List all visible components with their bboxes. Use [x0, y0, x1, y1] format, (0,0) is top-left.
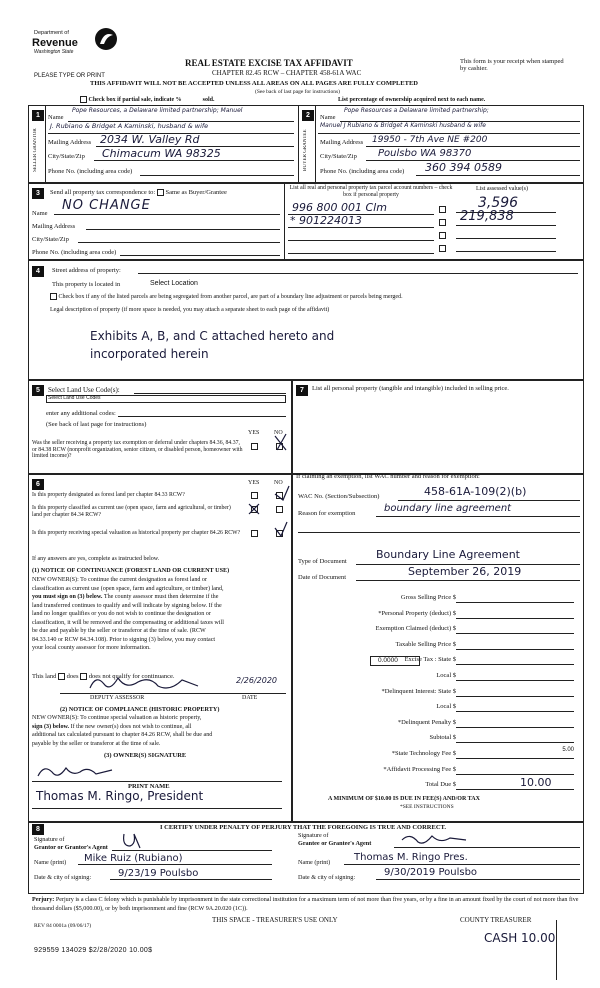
dept-small: Department of: [34, 30, 69, 36]
section-7-number: 7: [296, 385, 308, 396]
buyer-mailing-value[interactable]: 19950 - 7th Ave NE #200: [372, 135, 488, 145]
accounts-header: List all real and personal property tax parcel account numbers – check box if personal property: [289, 185, 453, 198]
personal-property-checkbox[interactable]: [439, 245, 446, 252]
assessed-value[interactable]: 219,838: [460, 209, 514, 224]
account-number[interactable]: 996 800 001 Clm: [292, 201, 387, 214]
grantee-date-value[interactable]: 9/30/2019 Poulsbo: [384, 867, 478, 878]
grantor-signature: [120, 832, 150, 850]
location-select[interactable]: Select Location: [150, 280, 198, 287]
qualify-row: This land does does not qualify for continuance.: [32, 673, 175, 680]
seller-name-1[interactable]: Pope Resources, a Delaware limited partnership; Manuel: [72, 107, 243, 114]
account-number[interactable]: * 901224013: [290, 214, 362, 227]
buyer-side-label: BUYER GRANTEE: [303, 129, 308, 171]
partial-sale-row: Check box if partial sale, indicate % sold.: [80, 96, 215, 104]
section-6-number: 6: [32, 479, 44, 490]
perjury-notice: Perjury: Perjury is a class C felony which is punishable by imprisonment in the state correctional institution for a maximum term of not more than five years, or by a fine in an amount fixed by the court of not more than five thousand dollars ($5,000.00), or by both imprisonment and fine (RCW 9A.20.020 (1C)).: [32, 897, 579, 912]
reason-value[interactable]: boundary line agreement: [384, 503, 512, 514]
personal-property-checkbox[interactable]: [439, 206, 446, 213]
personal-property-checkbox[interactable]: [439, 232, 446, 239]
dept-name: Revenue: [32, 37, 78, 49]
partial-sale-checkbox[interactable]: [80, 96, 87, 103]
buyer-city-value[interactable]: Poulsbo WA 98370: [378, 148, 472, 159]
dept-state: Washington State: [34, 49, 74, 55]
grantor-date-value[interactable]: 9/23/19 Poulsbo: [118, 868, 199, 879]
revenue-logo: [30, 27, 122, 61]
current-use-question: Is this property classified as current use (open space, farm and agricultural, or timber) land per chapter 84.34 RCW?: [32, 505, 231, 518]
calc-label: *State Technology Fee $: [391, 750, 456, 757]
historic-question: Is this property receiving special valuation as historical property per chapter 84.26 RCW?: [32, 530, 241, 536]
personal-property-checkbox[interactable]: [439, 219, 446, 226]
form-chapter: CHAPTER 82.45 RCW – CHAPTER 458-61A WAC: [212, 69, 362, 77]
assessor-date[interactable]: 2/26/2020: [236, 676, 278, 685]
section-3-number: 3: [32, 188, 44, 199]
document-type-value[interactable]: Boundary Line Agreement: [376, 548, 520, 561]
legal-description-2[interactable]: incorporated herein: [90, 347, 209, 361]
local-rate-value: 0.0000: [378, 657, 398, 664]
notice-compliance-text: NEW OWNER(S): To continue special valuation as historic property, sign (3) below. If the new owner(s) does not wish to continue, all additional tax calculated pursuant to chapter 84.26 RCW, shall be due and payable by the seller or transferor at the time of sale.: [32, 715, 213, 747]
section-4-box: [28, 260, 584, 380]
section-8-number: 8: [32, 824, 44, 835]
revenue-swoosh-icon: [94, 27, 118, 51]
receipt-note: This form is your receipt when stamped by cashier.: [460, 58, 564, 73]
calc-label: Excise Tax : State $: [404, 656, 456, 664]
acceptance-notice: THIS AFFIDAVIT WILL NOT BE ACCEPTED UNLESS ALL AREAS ON ALL PAGES ARE FULLY COMPLETED: [90, 80, 418, 87]
exemption-yes-checkbox[interactable]: [251, 443, 258, 450]
same-as-buyer-checkbox[interactable]: [157, 189, 164, 196]
section-1-number: 1: [32, 110, 44, 121]
grantee-name-value[interactable]: Thomas M. Ringo Pres.: [354, 852, 468, 863]
document-date-value[interactable]: September 26, 2019: [408, 565, 522, 578]
cash-note: CASH 10.00: [484, 931, 556, 945]
calc-label: Taxable Selling Price $: [395, 640, 456, 648]
owner-print-name[interactable]: Thomas M. Ringo, President: [36, 789, 204, 803]
calc-label: Gross Selling Price $: [400, 594, 456, 601]
see-back-top: (See back of last page for instructions): [255, 89, 340, 95]
receipt-stamp: 929559 134029 $2/28/2020 10.00$: [34, 947, 153, 954]
legal-description-1[interactable]: Exhibits A, B, and C attached hereto and: [90, 329, 335, 343]
calc-label: Exemption Claimed (deduct) $: [375, 625, 456, 633]
section-2-number: 2: [302, 110, 314, 121]
assessor-signature: [86, 672, 206, 694]
buyer-name-2[interactable]: Manuel J Rubiano & Bridget A Kaminski husband & wife: [320, 122, 486, 129]
calc-label: *Affidavit Processing Fee $: [383, 765, 456, 773]
assessed-header: List assessed value(s): [476, 186, 528, 192]
check-mark-icon: [273, 432, 289, 454]
buyer-name-1[interactable]: Pope Resources a Delaware limited partnership;: [344, 107, 489, 114]
notice-continuance-text: NEW OWNER(S): To continue the current designation as forest land or classification as current use (open space, farm and agriculture, or timber) land, you must sign on (3) below. The county assessor must then determine if the land transferred continues to qualify and will indicate by signing below. If the land no longer qualifies or you do not wish to continue the designation or classification, it will be removed and the compensating or additional taxes will be due and payable by the seller or transferor at the time of sale. (RCW 84.33.140 or RCW 84.34.108). Prior to signing (3) below, you may contact your local county assessor for more information.: [32, 577, 224, 651]
calc-label: Subtotal $: [429, 734, 456, 742]
grantor-name-value[interactable]: Mike Ruiz (Rubiano): [84, 853, 183, 864]
seller-mailing-value[interactable]: 2034 W. Valley Rd: [100, 133, 200, 146]
calc-value[interactable]: 5.00: [562, 747, 574, 753]
calc-label: Local $: [436, 672, 456, 679]
calc-label: Total Due $: [425, 781, 456, 789]
grantee-signature: [400, 830, 470, 848]
seller-name-2[interactable]: J. Rubiano & Bridget A Kaminski, husband & wife: [50, 122, 209, 130]
calc-value[interactable]: 10.00: [520, 776, 552, 790]
section-4-number: 4: [32, 266, 44, 277]
legal-description-label: Legal description of property (if more space is needed, you may attach a separate sheet to each page of the affidavit): [50, 307, 330, 313]
forest-question: Is this property designated as forest land per chapter 84.33 RCW?: [32, 492, 185, 498]
assessed-value[interactable]: 3,596: [478, 195, 519, 211]
seller-city-value[interactable]: Chimacum WA 98325: [102, 147, 221, 160]
seller-side-label: SELLER GRANTOR: [33, 128, 38, 172]
exemption-question: Was the seller receiving a property tax exemption or deferral under chapters 84.36, 84.37, or 84.38 RCW (nonprofit organization, senior citizen, or disabled person, homeowner with limited income)?: [32, 440, 243, 460]
buyer-phone-value[interactable]: 360 394 0589: [425, 161, 502, 174]
personal-property-label: List all personal property (tangible and intangible) included in selling price.: [312, 385, 509, 392]
wac-value[interactable]: 458-61A-109(2)(b): [424, 485, 527, 498]
section-5-number: 5: [32, 385, 44, 396]
calc-label: *Delinquent Penalty $: [397, 718, 456, 726]
calc-label: Local $: [436, 703, 456, 711]
check-mark-icon: [245, 484, 291, 542]
form-title: REAL ESTATE EXCISE TAX AFFIDAVIT: [185, 58, 353, 68]
owner-signature: [36, 762, 116, 782]
section-7-box: [292, 380, 584, 474]
please-type: PLEASE TYPE OR PRINT: [34, 73, 105, 79]
correspondence-name-value[interactable]: NO CHANGE: [62, 198, 151, 213]
calc-label: *Personal Property (deduct) $: [378, 609, 456, 617]
does-checkbox[interactable]: [58, 673, 65, 680]
segregated-row: Check box if any of the listed parcels are being segregated from another parcel, are part of a boundary line adjustment or parcels being merged.: [50, 293, 403, 301]
calc-label: *Delinquent Interest: State $: [381, 687, 456, 695]
send-correspondence: Send all property tax correspondence to: Same as Buyer/Grantee: [50, 189, 227, 196]
segregated-checkbox[interactable]: [50, 293, 57, 300]
ownership-note: List percentage of ownership acquired next to each name.: [338, 97, 486, 103]
